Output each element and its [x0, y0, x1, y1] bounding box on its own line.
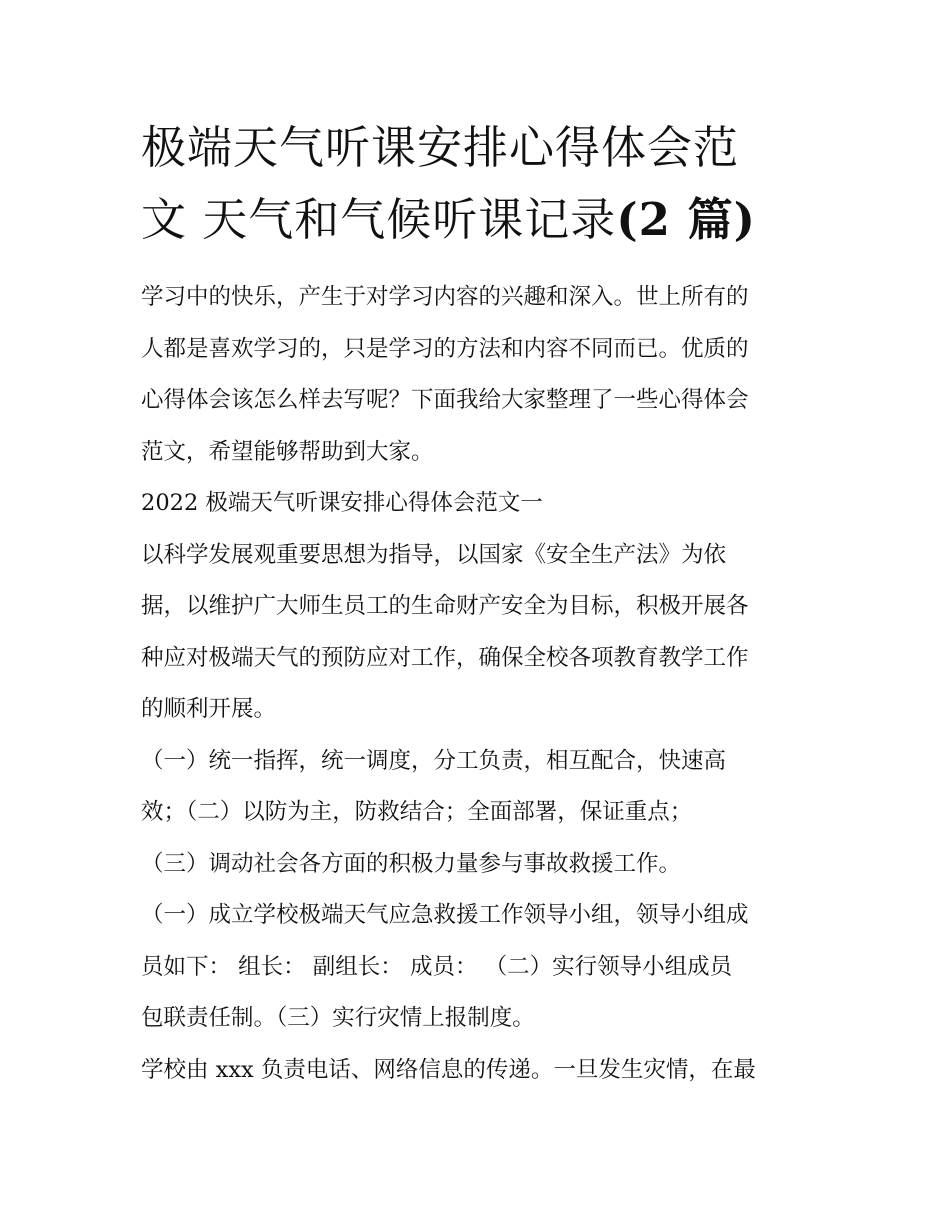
text-line: 的顺利开展。	[141, 696, 277, 722]
principles-paragraph	[141, 736, 821, 891]
text-line: 学校由 xxx 负责电话、网络信息的传递。一旦发生灾情，在最	[141, 1056, 756, 1083]
text-line: 以科学发展观重要思想为指导，以国家《安全生产法》为依	[141, 541, 727, 568]
document-title	[141, 112, 821, 256]
text-line: （一）成立学校极端天气应急救援工作领导小组，领导小组成	[141, 902, 749, 928]
title-line	[141, 184, 821, 256]
organization-paragraph	[141, 890, 821, 1045]
text-line: 范文，希望能够帮助到大家。	[141, 438, 434, 465]
text-line: 种应对极端天气的预防应对工作，确保全校各项教育教学工作	[141, 644, 749, 671]
text-line: 员如下： 组长： 副组长： 成员： （二）实行领导小组成员	[141, 953, 733, 980]
text-line: 包联责任制。（三）实行灾情上报制度。	[141, 1005, 535, 1031]
text-line: 效；（二）以防为主，防救结合；全面部署，保证重点；	[141, 799, 693, 825]
text-line: 心得体会该怎么样去写呢？下面我给大家整理了一些心得体会	[141, 387, 749, 413]
title-line-text: 文 天气和气候听课记录	[141, 193, 617, 246]
text-line: （三）调动社会各方面的积极力量参与事故救援工作。	[141, 850, 682, 877]
title-count: (2 篇)	[616, 193, 756, 246]
text-line: 据，以维护广大师生员工的生命财产安全为目标，积极开展各	[141, 593, 749, 619]
section-heading-text: 2022 极端天气听课安排心得体会范文一	[141, 490, 543, 516]
document-body	[141, 272, 821, 1096]
text-line: 学习中的快乐，产生于对学习内容的兴趣和深入。世上所有的	[141, 284, 749, 310]
reporting-paragraph	[141, 1045, 821, 1097]
text-line: 人都是喜欢学习的，只是学习的方法和内容不同而已。优质的	[141, 335, 749, 362]
text-line: （一）统一指挥，统一调度，分工负责，相互配合，快速高	[141, 747, 727, 774]
intro-paragraph	[141, 272, 821, 478]
title-line: 极端天气听课安排心得体会范	[141, 121, 740, 174]
section-heading	[141, 478, 821, 530]
guiding-principle-paragraph	[141, 530, 821, 736]
